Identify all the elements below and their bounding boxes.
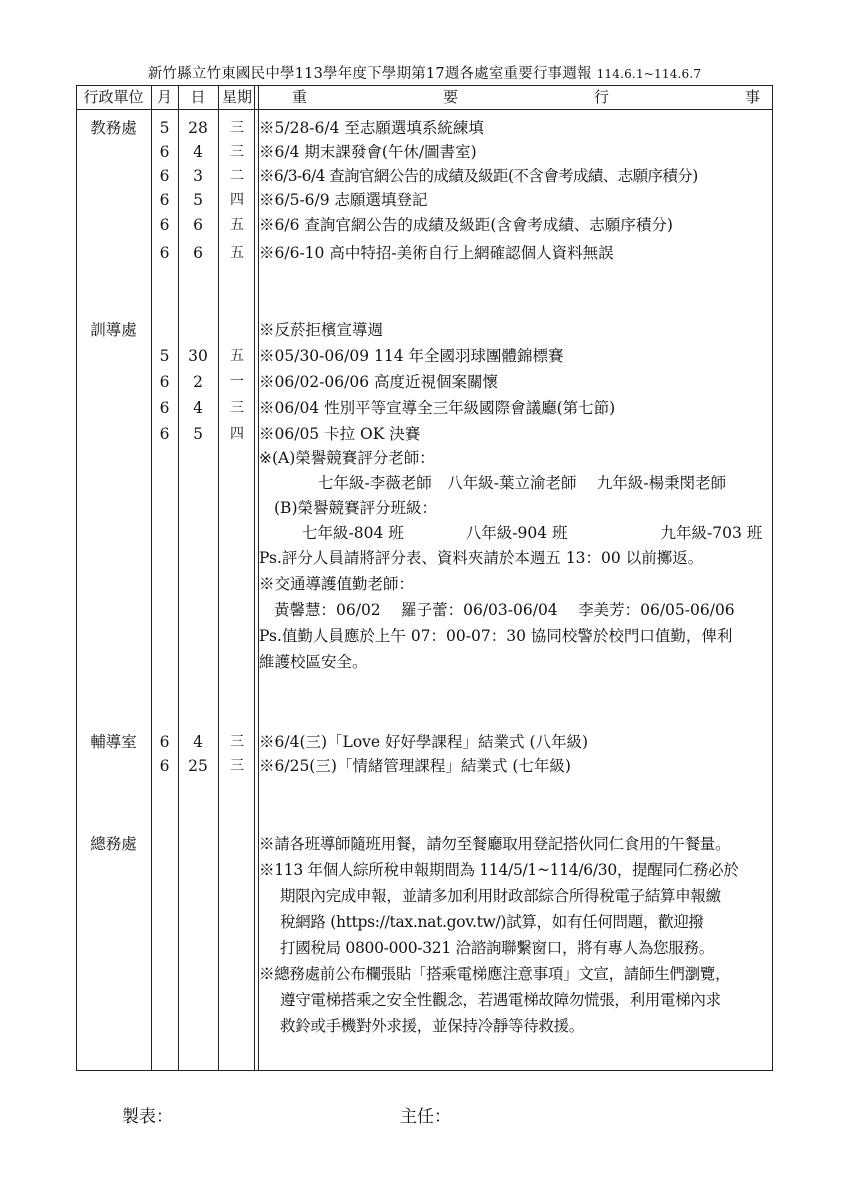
cell-weekday: 三 <box>230 734 244 750</box>
note-line: 稅網路 (https://tax.nat.gov.tw/)試算，如有任何問題，歡迎撥 <box>280 913 704 931</box>
event-text: ※6/6 查詢官網公告的成績及級距(含會考成績、志願序積分) <box>259 216 673 234</box>
cell-month: 6 <box>159 733 170 751</box>
report-date-range: 114.6.1~114.6.7 <box>596 67 702 81</box>
event-text: ※6/4 期末課發會(午休/圖書室) <box>259 143 477 161</box>
cell-month: 6 <box>159 191 170 209</box>
note-line: 七年級-804 班 八年級-904 班 九年級-703 班 <box>302 524 763 542</box>
note-line: 維護校區安全。 <box>259 653 368 671</box>
footer-maker-label: 製表： <box>122 1107 173 1127</box>
note-line: 期限內完成申報，並請多加利用財政部綜合所得稅電子結算申報繳 <box>280 887 721 905</box>
cell-month: 6 <box>159 425 170 443</box>
cell-month: 6 <box>159 757 170 775</box>
cell-day: 30 <box>188 347 208 365</box>
cell-weekday: 三 <box>230 144 244 160</box>
cell-day: 25 <box>188 757 208 775</box>
event-text: ※6/6-10 高中特招-美術自行上網確認個人資料無誤 <box>259 244 614 262</box>
cell-month: 5 <box>159 119 170 137</box>
cell-month: 6 <box>159 373 170 391</box>
cell-day: 2 <box>193 373 203 391</box>
note-line: 七年級-李薇老師 八年級-葉立渝老師 九年級-楊秉閔老師 <box>318 474 727 492</box>
event-text: ※06/02-06/06 高度近視個案關懷 <box>259 373 499 391</box>
cell-weekday: 三 <box>230 120 244 136</box>
unit-general-affairs: 總務處 <box>90 835 137 853</box>
cell-month: 5 <box>159 347 170 365</box>
cell-day: 6 <box>193 216 203 234</box>
note-line: 打國稅局 0800-000-321 洽諮詢聯繫窗口，將有專人為您服務。 <box>280 939 714 957</box>
cell-month: 6 <box>159 244 170 262</box>
cell-day: 3 <box>193 167 203 185</box>
header-char: 重 <box>292 88 308 106</box>
event-text: ※6/5-6/9 志願選填登記 <box>259 191 428 209</box>
cell-day: 28 <box>188 119 208 137</box>
note-line: Ps.值勤人員應於上午 07：00-07：30 協同校警於校門口值勤，俾利 <box>259 627 733 645</box>
note-line: 遵守電梯搭乘之安全性觀念，若遇電梯故障勿慌張，利用電梯內求 <box>280 991 721 1009</box>
unit-academic: 教務處 <box>90 119 137 137</box>
cell-weekday: 二 <box>230 168 244 184</box>
note-line: Ps.評分人員請將評分表、資料夾請於本週五 13：00 以前擲返。 <box>259 549 704 567</box>
cell-day: 6 <box>193 244 203 262</box>
unit-counseling: 輔導室 <box>90 733 137 751</box>
cell-day: 4 <box>193 733 203 751</box>
header-important-events <box>258 86 772 109</box>
event-text: ※6/25(三)「情緒管理課程」結業式 (七年級) <box>259 757 571 775</box>
footer-director-label: 主任： <box>400 1107 451 1127</box>
header-weekday: 星期 <box>221 88 252 106</box>
event-text: ※6/4(三)「Love 好好學課程」結業式 (八年級) <box>259 733 589 751</box>
event-text: ※06/05 卡拉 OK 決賽 <box>259 425 421 443</box>
cell-weekday: 五 <box>230 348 244 364</box>
report-title <box>0 62 849 83</box>
cell-day: 4 <box>193 143 203 161</box>
cell-weekday: 三 <box>230 758 244 774</box>
cell-month: 6 <box>159 399 170 417</box>
cell-weekday: 四 <box>230 426 244 442</box>
cell-weekday: 四 <box>230 192 244 208</box>
event-text: ※反菸拒檳宣導週 <box>259 321 384 339</box>
note-line: ※113 年個人綜所稅申報期間為 114/5/1~114/6/30，提醒同仁務必於 <box>259 861 739 879</box>
header-char: 要 <box>442 88 458 106</box>
cell-month: 6 <box>159 143 170 161</box>
unit-discipline: 訓導處 <box>90 321 137 339</box>
note-line: (B)榮譽競賽評分班級： <box>274 499 437 517</box>
note-line: ※交通導護值勤老師： <box>259 575 415 593</box>
note-line: ※請各班導師隨班用餐，請勿至餐廳取用登記搭伙同仁食用的午餐量。 <box>259 835 731 853</box>
cell-weekday: 一 <box>230 374 244 390</box>
event-text: ※6/3-6/4 查詢官網公告的成績及級距(不含會考成績、志願序積分) <box>259 167 698 185</box>
header-unit: 行政單位 <box>83 88 144 106</box>
event-text: ※05/30-06/09 114 年全國羽球團體錦標賽 <box>259 347 564 365</box>
cell-weekday: 五 <box>230 245 244 261</box>
cell-month: 6 <box>159 216 170 234</box>
event-text: ※5/28-6/4 至志願選填系統練填 <box>259 119 484 137</box>
note-line: 救鈴或手機對外求援，並保持冷靜等待救援。 <box>280 1017 585 1035</box>
cell-day: 5 <box>193 425 203 443</box>
header-char: 行 <box>593 88 609 106</box>
note-line: ※(A)榮譽競賽評分老師： <box>259 449 435 467</box>
cell-day: 5 <box>193 191 203 209</box>
note-line: ※總務處前公布欄張貼「搭乘電梯應注意事項」文宣，請師生們瀏覽， <box>259 965 731 983</box>
cell-day: 4 <box>193 399 203 417</box>
cell-month: 6 <box>159 167 170 185</box>
header-day: 日 <box>190 88 206 106</box>
note-line: 黃馨慧：06/02 羅子蕾：06/03-06/04 李美芳：06/05-06/06 <box>274 601 735 619</box>
header-month: 月 <box>156 88 172 106</box>
event-text: ※06/04 性別平等宣導全三年級國際會議廳(第七節) <box>259 399 616 417</box>
cell-weekday: 三 <box>230 400 244 416</box>
header-char: 事 <box>744 88 760 106</box>
cell-weekday: 五 <box>230 217 244 233</box>
header-divider <box>76 109 773 110</box>
report-title-main: 新竹縣立竹東國民中學113學年度下學期第17週各處室重要行事週報 <box>147 66 592 82</box>
